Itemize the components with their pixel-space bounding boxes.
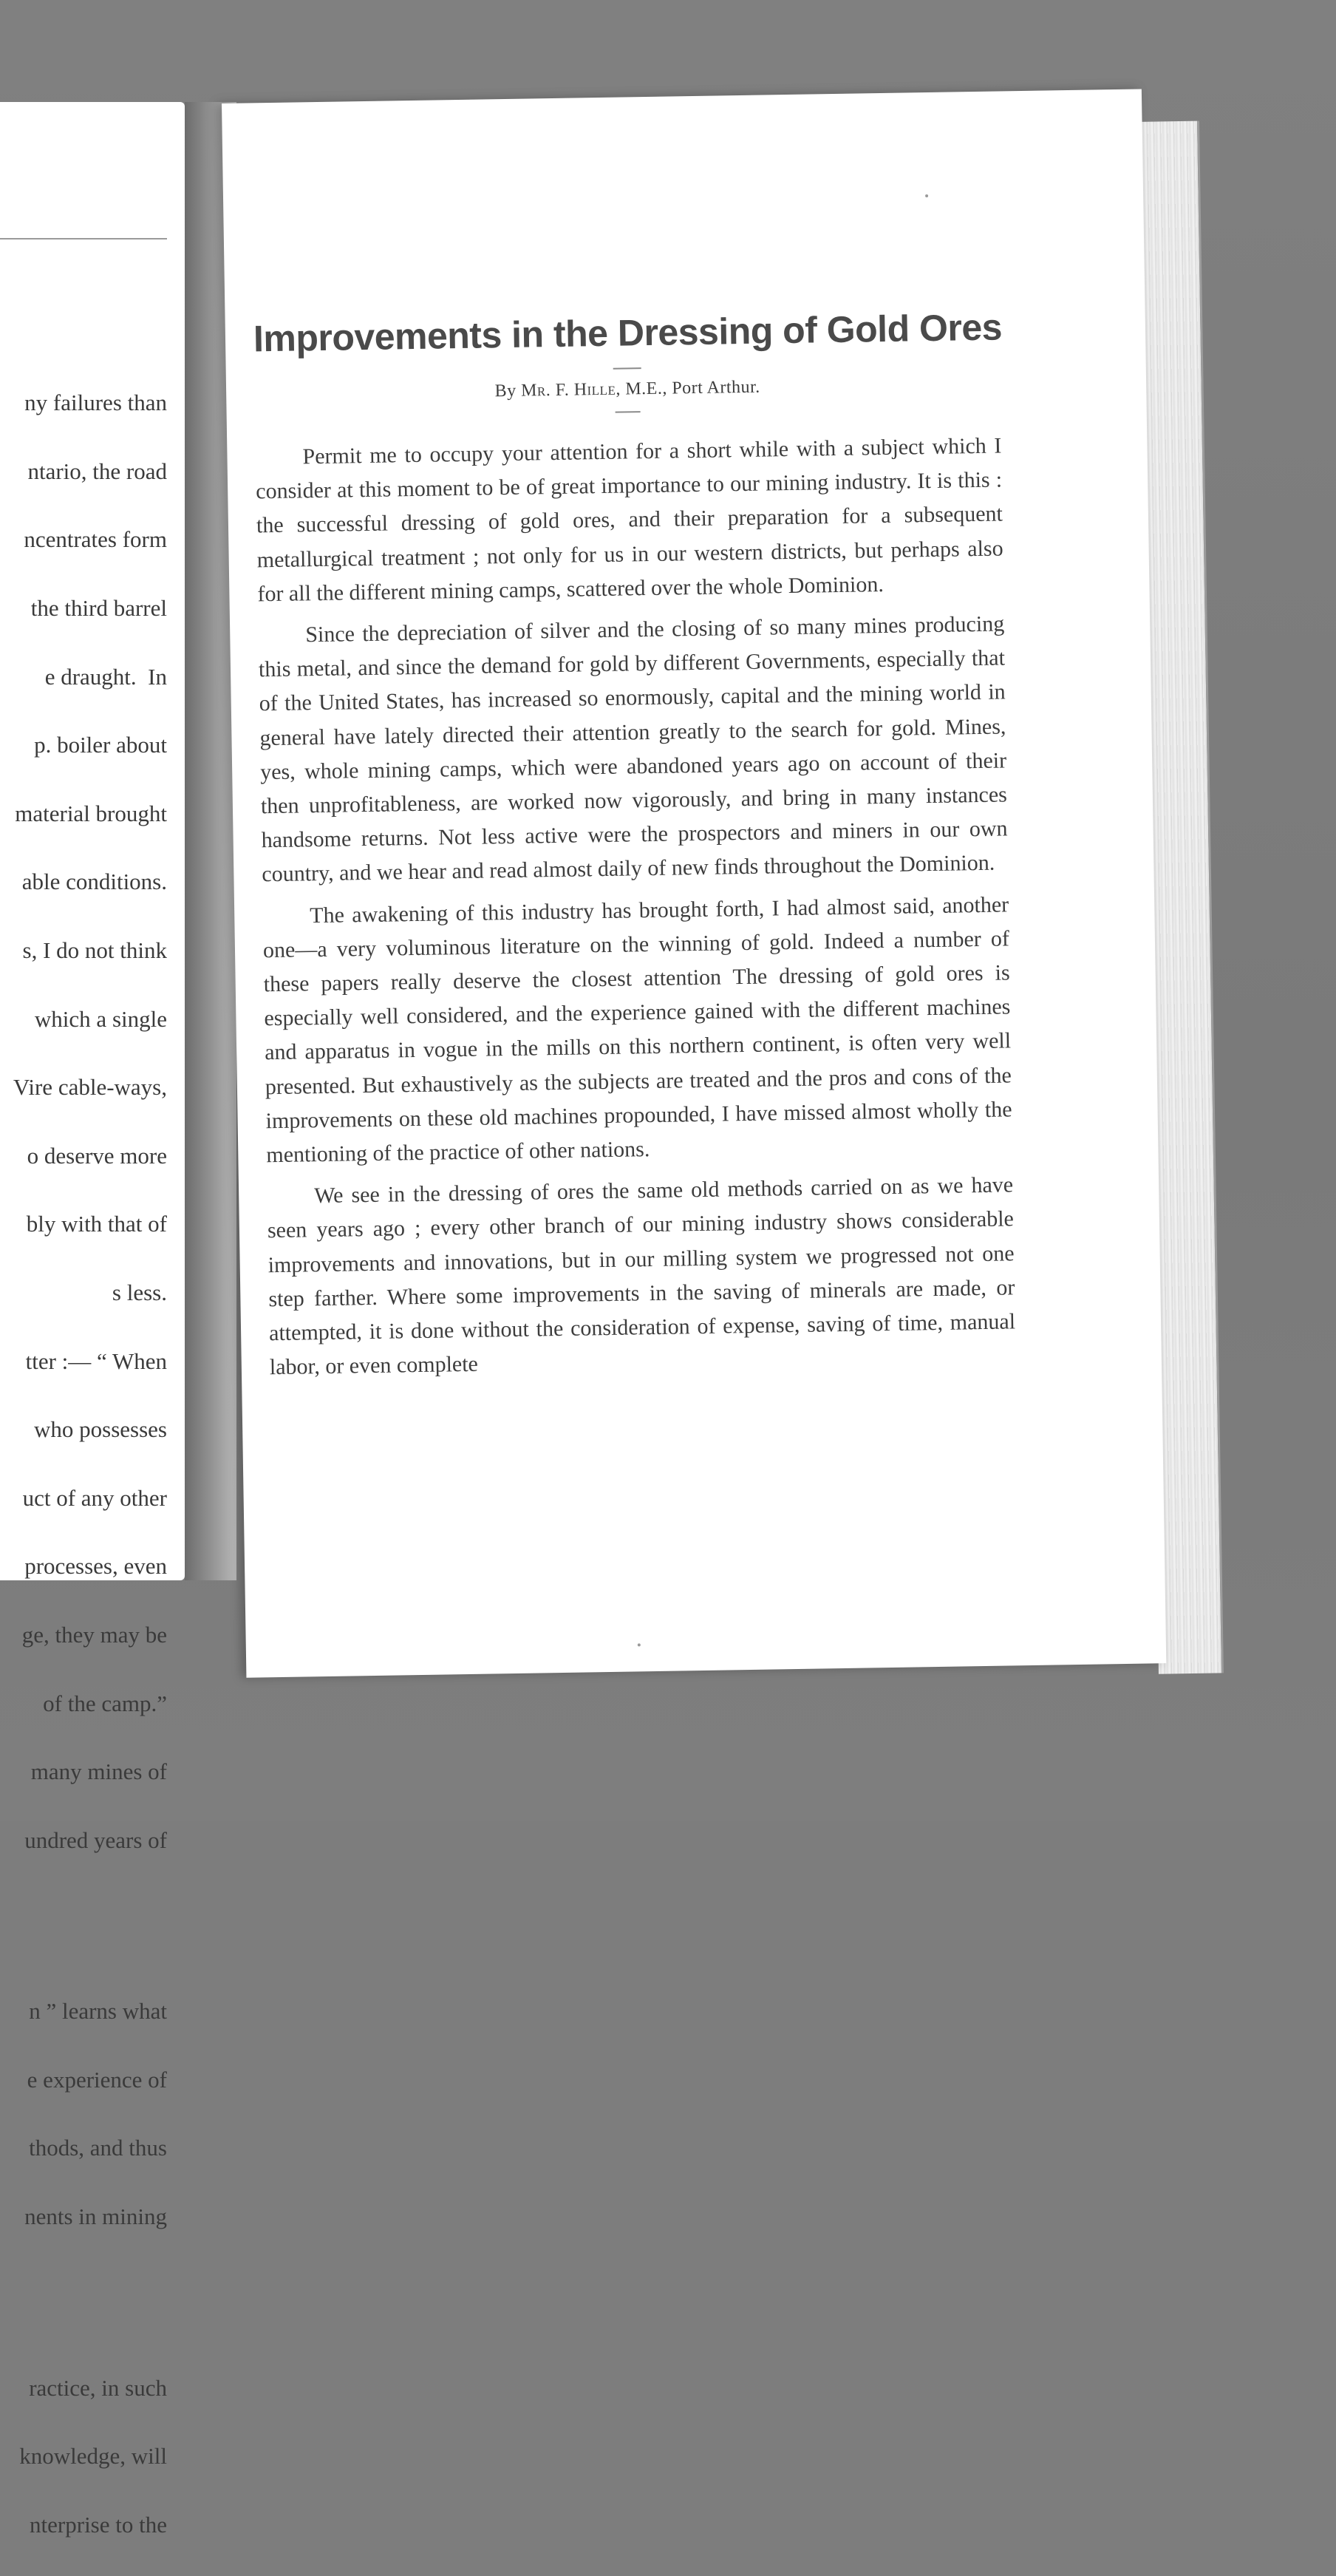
left-line: able conditions. [21, 869, 167, 895]
left-line: tter :— “ When [25, 1348, 167, 1374]
left-line: nterprise to the [30, 2511, 167, 2538]
left-line: many mines of [30, 1758, 167, 1785]
article-page [222, 89, 1166, 1677]
left-line: o deserve more [27, 1142, 167, 1169]
article [253, 306, 1017, 1393]
left-line: material brought [15, 800, 167, 826]
left-line: s, I do not think [22, 937, 167, 964]
left-line: ntario, the road [27, 458, 167, 484]
left-line: bly with that of [26, 1211, 167, 1237]
article-title: Improvements in the Dressing of Gold Ores [253, 306, 1003, 360]
left-line: of the camp.” [43, 1690, 167, 1716]
left-line: the third barrel [30, 595, 167, 622]
paragraph: The awakening of this industry has brought forth, I had almost said, another one—a very voluminous literature on the winning of gold. Indeed a number of these papers really deserve the closest attention The dressing of gold ores is especially well considered, and the experience gained with the different machines and apparatus in vogue in the mills on this northern continent, is often very well presented. But exhaustively as the subjects are treated and the pros and cons of the improvements on these old machines propounded, I have missed almost wholly the mentioning of the practice of other nations. [262, 892, 1012, 1168]
previous-page-text [0, 352, 167, 2576]
paragraph: We see in the dressing of ores the same old methods carried on as we have seen years ago ; every other branch of our mining industry shows considerable improvements and innovations, but in our milling system we progressed not one step farther. Where some improvements in the saving of minerals are made, or attempted, it is done without the consideration of expense, saving of time, manual labor, or even complete [267, 1172, 1016, 1380]
left-line: ractice, in such [29, 2374, 167, 2401]
byline-suffix: , M.E., Port Arthur. [616, 377, 760, 399]
print-speck [925, 194, 928, 197]
left-line: who possesses [34, 1416, 167, 1443]
left-line: knowledge, will [19, 2443, 167, 2470]
left-line: n ” learns what [29, 1998, 167, 2025]
title-divider [613, 367, 641, 370]
left-line: thods, and thus [29, 2135, 167, 2161]
byline-prefix: By [494, 381, 517, 401]
left-line: which a single [34, 1005, 167, 1032]
left-line: uct of any other [22, 1484, 167, 1511]
byline [254, 373, 1001, 405]
left-line: s less. [112, 1279, 167, 1306]
paragraph: Permit me to occupy your attention for a short while with a subject which I consider at this moment to be of great importance to our mining industry. It is this : the successful dressing of gold ores, and their preparation for a subsequent metallurgical treatment ; not only for us in our western districts, but perhaps also for all the different mining camps, scattered over the whole Dominion. [255, 433, 1003, 607]
left-line: e draught. In [44, 663, 167, 690]
print-speck [638, 1643, 641, 1646]
author-name: Mr. F. Hille [520, 379, 616, 401]
left-line: undred years of [24, 1826, 167, 1853]
left-line: e experience of [27, 2066, 167, 2093]
header-rule [0, 238, 167, 239]
byline-divider [616, 411, 641, 413]
previous-page [0, 102, 185, 2538]
left-line: ny failures than [24, 390, 167, 416]
left-line: processes, even [24, 1553, 167, 1580]
left-line: ncentrates form [24, 526, 167, 553]
left-line: p. boiler about [34, 732, 167, 758]
left-line: Vire cable-ways, [13, 1074, 167, 1101]
left-line: nents in mining [24, 2203, 167, 2230]
left-line: ge, they may be [21, 1621, 167, 1648]
article-body [255, 429, 1016, 1384]
paragraph: Since the depreciation of silver and the closing of so many mines producing this metal, and since the demand for gold by different Governments, especially that of the United States, has increased so enormously, capital and the mining world in general have lately directed their attention greatly to the search for gold. Mines, yes, whole mining camps, which were abandoned years ago on account of their then unprofitableness, are worked now vigorously, and bring in many instances handsome returns. Not less active were the prospectors and miners in our own country, and we hear and read almost daily of new finds throughout the Dominion. [258, 611, 1008, 887]
